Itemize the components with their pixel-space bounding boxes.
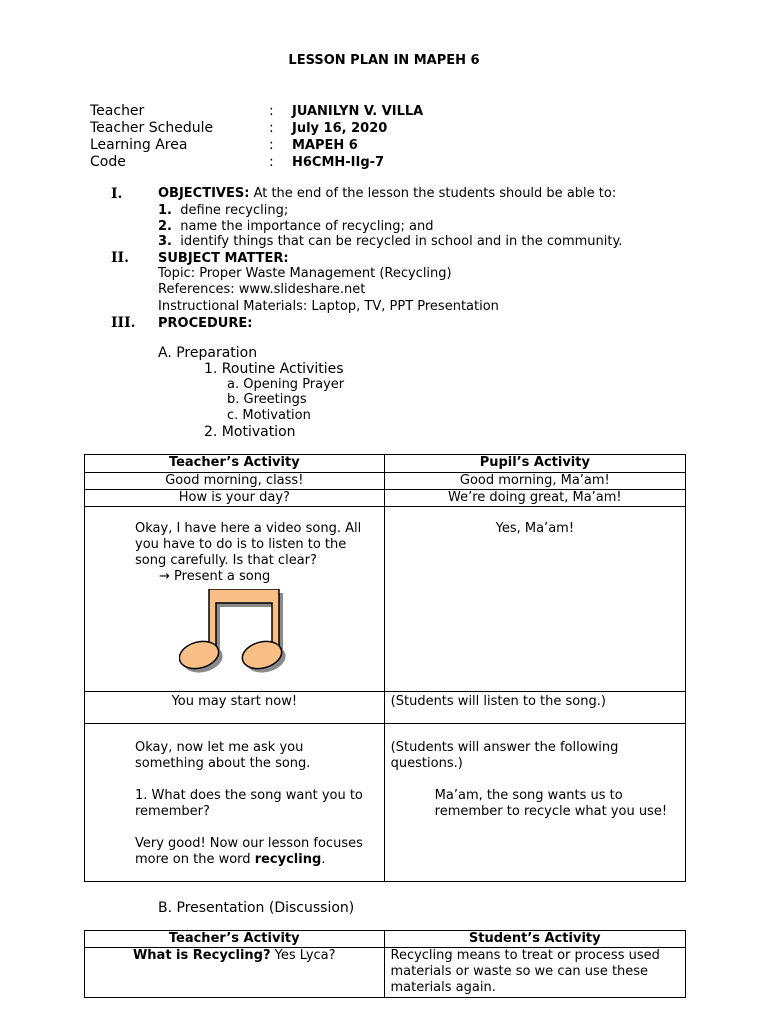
pupil-cell <box>384 692 685 724</box>
cell-line: something about the song. <box>135 756 311 771</box>
info-colon: : <box>269 120 274 136</box>
routine-item: c. Motivation <box>227 408 311 423</box>
objectives-intro: At the end of the lesson the students should be able to: <box>249 186 617 201</box>
motivation-heading: 2. Motivation <box>204 424 296 440</box>
teacher-cell <box>85 724 385 882</box>
cell-line: Okay, I have here a video song. All <box>135 521 362 536</box>
table-header-row <box>85 455 686 473</box>
student-cell <box>384 948 686 998</box>
cell-line: you have to do is to listen to the <box>135 537 347 552</box>
cell-line: remember to recycle what you use! <box>434 804 668 819</box>
info-colon: : <box>269 137 274 153</box>
cell-line: You may start now! <box>171 694 298 709</box>
table-header-row <box>85 931 686 948</box>
subject-heading: SUBJECT MATTER: <box>158 251 289 266</box>
cell-line: Very good! Now our lesson focuses <box>135 836 363 851</box>
teacher-activity-header: Teacher’s Activity <box>85 931 385 948</box>
pupil-cell: We’re doing great, Ma’am! <box>384 490 685 507</box>
info-colon: : <box>269 154 274 170</box>
cell-line: Recycling means to treat or process used <box>390 948 660 963</box>
subject-numeral: II. <box>111 250 129 266</box>
routine-item: a. Opening Prayer <box>227 377 345 392</box>
preparation-heading: A. Preparation <box>158 345 258 361</box>
pupil-cell: Good morning, Ma’am! <box>384 473 685 490</box>
pupil-activity-header: Pupil’s Activity <box>384 455 685 473</box>
cell-line: (Students will answer the following <box>390 740 619 755</box>
present-song-line: → Present a song <box>159 569 271 584</box>
cell-line: Ma’am, the song wants us to <box>434 788 623 803</box>
music-note-icon <box>85 585 384 683</box>
objective-item: 3. identify things that can be recycled in school and in the community. <box>158 234 623 249</box>
table-row <box>85 507 686 692</box>
cell-line: materials again. <box>390 980 496 995</box>
table-row <box>85 948 686 998</box>
subject-topic: Topic: Proper Waste Management (Recycling) <box>158 266 452 281</box>
teacher-activity-header: Teacher’s Activity <box>85 455 385 473</box>
objective-item: 1. define recycling; <box>158 203 289 218</box>
teacher-cell: What is Recycling? Yes Lyca? <box>85 948 385 998</box>
student-activity-header: Student’s Activity <box>384 931 686 948</box>
info-label-schedule: Teacher Schedule <box>90 120 214 136</box>
info-value-code: H6CMH-IIg-7 <box>292 155 385 170</box>
teacher-cell: Good morning, class! <box>85 473 385 490</box>
subject-references: References: www.slideshare.net <box>158 282 366 297</box>
table-row <box>85 473 686 490</box>
info-value-schedule: July 16, 2020 <box>292 121 388 136</box>
routine-item: b. Greetings <box>227 392 307 407</box>
procedure-numeral: III. <box>111 315 136 331</box>
info-value-area: MAPEH 6 <box>292 138 358 153</box>
cell-line: more on the word recycling. <box>135 852 326 867</box>
cell-line: 1. What does the song want you to <box>135 788 363 803</box>
cell-line: questions.) <box>390 756 463 771</box>
teacher-cell: How is your day? <box>85 490 385 507</box>
table-row <box>85 724 686 882</box>
objectives-heading: OBJECTIVES: <box>158 186 250 201</box>
cell-line: materials or waste so we can use these <box>390 964 649 979</box>
info-label-area: Learning Area <box>90 137 188 153</box>
teacher-cell <box>85 692 385 724</box>
routine-heading: 1. Routine Activities <box>204 361 344 377</box>
objective-item: 2. name the importance of recycling; and <box>158 219 434 234</box>
info-label-teacher: Teacher <box>90 103 145 119</box>
objectives-line <box>158 186 616 201</box>
info-value-teacher: JUANILYN V. VILLA <box>292 104 424 119</box>
presentation-heading: B. Presentation (Discussion) <box>158 900 355 916</box>
info-colon: : <box>269 103 274 119</box>
procedure-heading: PROCEDURE: <box>158 316 253 331</box>
objectives-numeral: I. <box>111 186 123 202</box>
motivation-table <box>84 454 686 882</box>
presentation-table <box>84 930 686 998</box>
cell-line: Okay, now let me ask you <box>135 740 304 755</box>
table-row <box>85 692 686 724</box>
table-row <box>85 490 686 507</box>
page-title: LESSON PLAN IN MAPEH 6 <box>288 53 480 68</box>
cell-line: remember? <box>135 804 210 819</box>
teacher-cell <box>85 507 385 692</box>
cell-line: (Students will listen to the song.) <box>390 694 606 709</box>
cell-line: Yes, Ma’am! <box>495 521 575 536</box>
cell-line: song carefully. Is that clear? <box>135 553 317 568</box>
pupil-cell <box>384 507 685 692</box>
pupil-cell <box>384 724 685 882</box>
subject-materials: Instructional Materials: Laptop, TV, PPT Presentation <box>158 299 499 314</box>
info-label-code: Code <box>90 154 126 170</box>
